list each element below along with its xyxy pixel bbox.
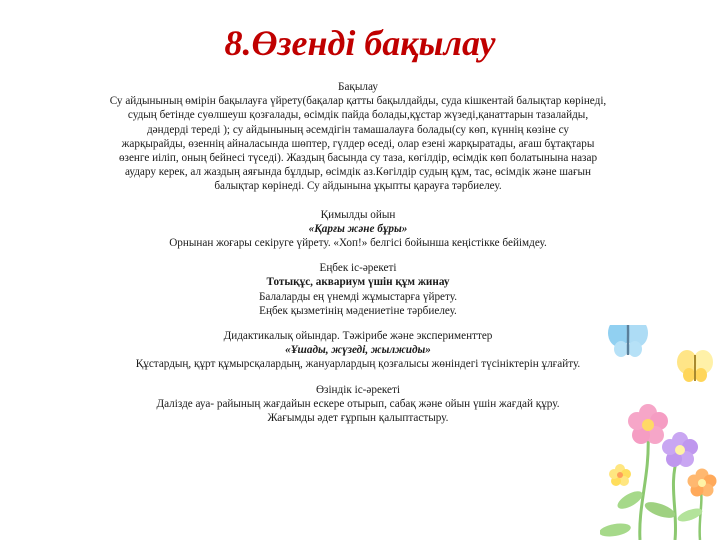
body-line: Су айдынының өмірін бақылауға үйрету(бақалар қатты бақылдайды, суда кішкентай балықтар көрінеді, [109,95,607,108]
body-line: Жағымды әдет ғұрпын қалыптастыру. [267,412,449,425]
body-line: Еңбек қызметінің мәдениетіне тәрбиелеу. [259,304,457,317]
body-line: дәндерді тереді ); су айдынының әсемдігін тамашалауға болады(су көп, күннің көзіне су [146,123,569,136]
body-line: Балаларды ең үнемді жұмыстарға үйрету. [258,290,458,303]
body-line: аудару керек, ал жаздың аяғында бұлдыр, өсімдік аз.Көгілдір судың құм, тас, өсімдік және шағын [124,166,592,179]
page-title: 8.Өзенді бақылау [224,23,496,63]
section-observation [38,80,678,194]
body-line: балықтар көрінеді. Су айдынына ұқыпты қарауға тәрбиелеу. [214,180,502,193]
flower-icon [662,432,698,467]
section-heading: Еңбек іс-әрекеті [319,262,397,275]
section-heading: Өзіндік іс-әрекеті [315,383,401,396]
section-labor [38,261,678,318]
document-body [38,80,678,436]
section-subtitle: «Ұшады, жүзеді, жылжиды» [285,344,431,357]
section-heading: Бақылау [338,81,378,93]
body-line: жарқырайды, өзеннің айналасында шөптер, гүлдер өседі, олар езені жарқыратады, ағаш бұтақтары [121,137,595,150]
section-independent-activity [38,383,678,426]
body-line: өзенге иіліп, оның бейнесі түседі). Жаздың басында су таза, көгілдір, өсімдік көп болатынына назар [118,152,598,165]
flowers-butterflies-illustration [600,325,720,540]
body-line: Құстардың, құрт құмырсқалардың, жануарлардың қозғалысы жөніндегі түсініктерін ұлғайту. [135,358,581,371]
section-heading: Дидактикалық ойындар. Тәжірибе және эксперименттер [223,330,493,343]
body-line: судың бетінде суөлшеуш қозғалады, өсімдік пайда болады,құстар жүзеді,қанаттарын тазалайды, [127,109,589,122]
section-heading: Қимылды ойын [320,208,396,221]
flower-icon [628,404,668,444]
body-line: Орнынан жоғары секіруге үйрету. «Хоп!» белгісі бойынша кеңістікке бейімдеу. [169,237,547,250]
flower-icon [609,464,631,486]
flower-icon [688,469,717,497]
section-movement-game [38,208,678,251]
section-subtitle: Тотықұс, аквариум үшін құм жинау [266,276,450,289]
butterfly-icon [677,350,713,382]
section-subtitle: «Қарғы және бұры» [308,222,408,235]
butterfly-icon [608,325,648,357]
section-didactic-games [38,329,678,372]
body-line: Далізде ауа- райының жағдайын ескере отырып, сабақ және ойын үшін жағдай құру. [156,397,560,410]
